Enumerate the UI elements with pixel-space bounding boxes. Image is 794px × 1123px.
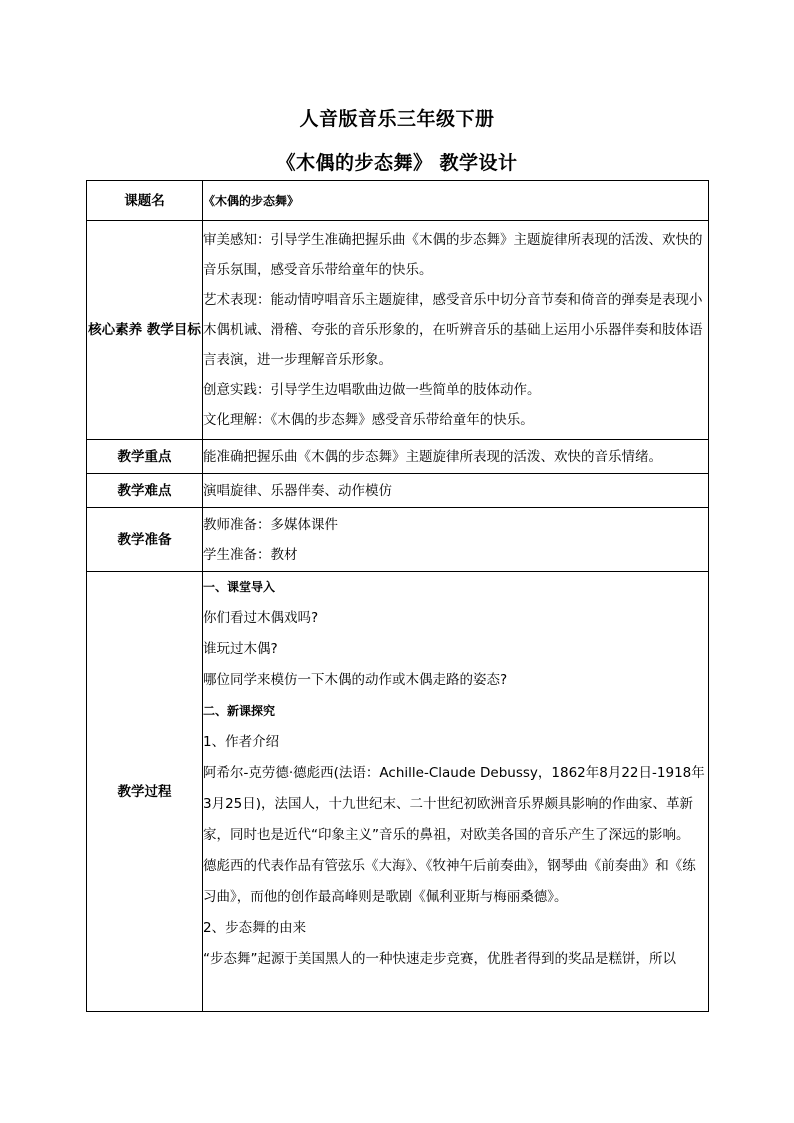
composer-heading: 1、作者介绍 (203, 734, 280, 750)
cakewalk-paragraph: “步态舞”起源于美国黑人的一种快速走步竞赛，优胜者得到的奖品是糕饼，所以 (203, 951, 676, 967)
section-intro-heading: 一、课堂导入 (203, 580, 276, 594)
topic-value (203, 181, 709, 221)
student-preparation: 学生准备：教材 (203, 546, 298, 563)
process-label: 教学过程 (87, 572, 203, 1012)
goal-cultural: 文化理解：《木偶的步态舞》感受音乐带给童年的快乐。 (203, 412, 534, 428)
composer-paragraph: 阿希尔-克劳德·德彪西(法语：Achille-Claude Debussy，1862年8月22日-1918年3月25日)，法国人，十九世纪末、二十世纪初欧洲音乐界颇具影响的作曲家、革新家，同时也是近代“印象主义”音乐的鼻祖，对欧美各国的音乐产生了深远的影响。 (203, 765, 705, 843)
goals-label-line1: 核心素养 (88, 322, 143, 338)
preparation-content (203, 508, 709, 572)
document-title: 人音版音乐三年级下册 (299, 108, 495, 130)
table-row-key-points (87, 440, 709, 474)
table-row-preparation (87, 508, 709, 572)
lesson-plan-table (86, 180, 709, 1012)
goal-artistic: 艺术表现：能动情哼唱音乐主题旋律，感受音乐中切分音节奏和倚音的弹奏是表现小木偶机诫、滑稽、夸张的音乐形象的，在听辨音乐的基础上运用小乐器伴奏和肢体语言表演，进一步理解音乐形象。 (203, 292, 703, 368)
document-subtitle: 《木偶的步态舞》 教学设计 (276, 152, 518, 174)
teacher-preparation: 教师准备：多媒体课件 (203, 516, 338, 533)
cakewalk-heading: 2、步态舞的由来 (203, 920, 307, 936)
goals-label (87, 221, 203, 440)
table-row-process (87, 572, 709, 1012)
goal-aesthetic: 审美感知：引导学生准确把握乐曲《木偶的步态舞》主题旋律所表现的活泼、欢快的音乐氛围，感受音乐带给童年的快乐。 (203, 232, 703, 278)
topic-value-text: 《木偶的步态舞》 (203, 193, 300, 208)
works-paragraph: 德彪西的代表作品有管弦乐《大海》、《牧神午后前奏曲》，钢琴曲《前奏曲》和《练习曲》，而他的创作最高峰则是歌剧《佩利亚斯与梅丽桑德》。 (203, 858, 696, 905)
table-row-difficulties (87, 474, 709, 508)
topic-label: 课题名 (87, 181, 203, 221)
goals-content (203, 221, 709, 440)
section-explore-heading: 二、新课探究 (203, 704, 276, 718)
difficulties-value: 演唱旋律、乐器伴奏、动作模仿 (203, 474, 709, 508)
intro-question-1: 你们看过木偶戏吗? (203, 610, 319, 626)
difficulties-label: 教学难点 (87, 474, 203, 508)
goal-creative: 创意实践：引导学生边唱歌曲边做一些简单的肢体动作。 (203, 382, 541, 398)
intro-question-3: 哪位同学来模仿一下木偶的动作或木偶走路的姿态? (203, 672, 508, 688)
process-content (203, 572, 709, 1012)
table-row-goals (87, 221, 709, 440)
key-points-label: 教学重点 (87, 440, 203, 474)
key-points-value: 能准确把握乐曲《木偶的步态舞》主题旋律所表现的活泼、欢快的音乐情绪。 (203, 440, 709, 474)
preparation-label: 教学准备 (87, 508, 203, 572)
goals-label-line2: 教学目标 (146, 322, 201, 338)
intro-question-2: 谁玩过木偶? (203, 641, 278, 657)
table-row-topic (87, 181, 709, 221)
